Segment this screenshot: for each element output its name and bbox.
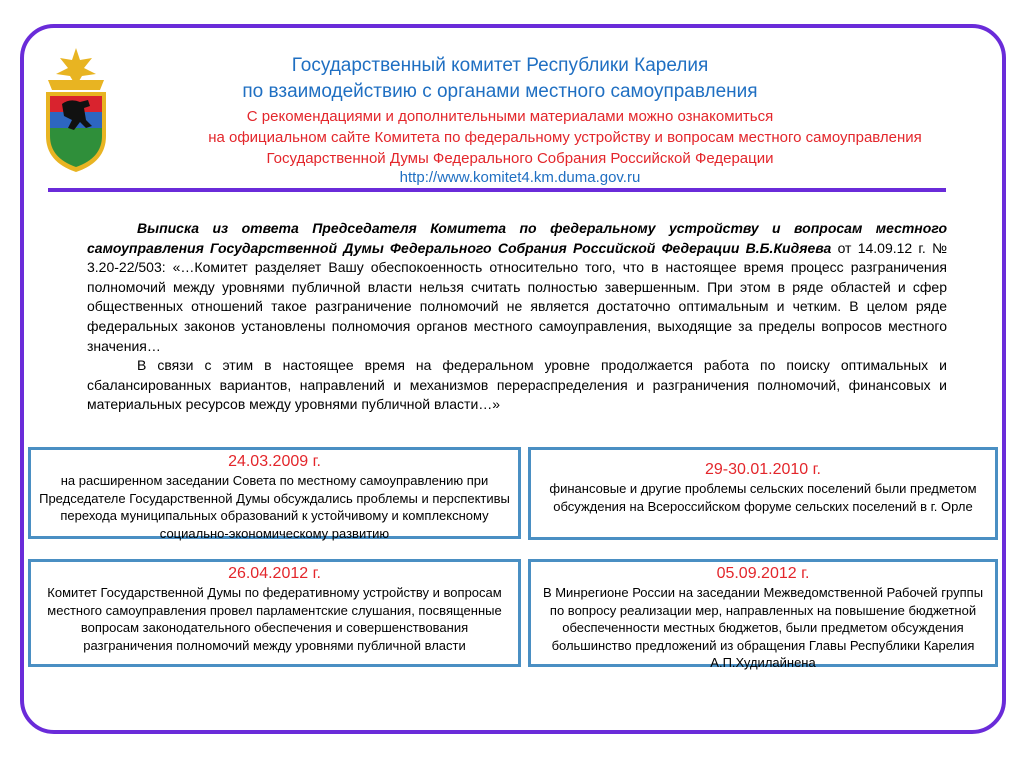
quote-paragraph-2: В связи с этим в настоящее время на федеральном уровне продолжается работа по поиску оптимальных и сбалансированных вариантов, направлений и механизмов перераспределения и разграничения полномочий, финансовых и материальных ресурсов между уровнями публичной власти…»	[87, 357, 947, 413]
recommend-line-2: на официальном сайте Комитета по федеральному устройству и вопросам местного самоуправления	[208, 129, 922, 146]
committee-subtitle: по взаимодействию с органами местного самоуправления	[242, 81, 758, 102]
recommend-line-3: Государственной Думы Федерального Собрания Российской Федерации	[266, 150, 774, 167]
event-date: 05.09.2012 г.	[716, 565, 810, 582]
event-date: 26.04.2012 г.	[228, 565, 321, 582]
event-description: В Минрегионе России на заседании Межведомственной Рабочей группы по вопросу реализации мер, направленных на повышение бюджетной обеспеченности местных бюджетов, были предметом обсуждения большинство предложений из обращения Главы Республики Карелия А.П.Худилайнена	[542, 585, 984, 670]
recommend-line-1: С рекомендациями и дополнительными материалами можно ознакомиться	[246, 108, 774, 125]
quote-paragraph-1-text: от 14.09.12 г. № 3.20-22/503: «…Комитет разделяет Вашу обеспокоенность относительно того, что в настоящее время процесс разграничения полномочий между уровнями публичной власти нельзя считать полностью завершенным. При этом в ряде областей и сфер общественных отношений такое разграничение полномочий не является достаточно оптимальным и четким. В целом ряде федеральных законов установлены полномочия органов местного самоуправления, выходящие за пределы вопросов местного значения…	[87, 239, 947, 354]
website-link[interactable]: http://www.komitet4.km.duma.gov.ru	[399, 169, 641, 186]
event-card	[528, 447, 998, 540]
event-description: финансовые и другие проблемы сельских поселений были предметом обсуждения на Всероссийском форуме сельских поселений в г. Орле	[549, 481, 977, 514]
event-description: Комитет Государственной Думы по федеративному устройству и вопросам местного самоуправления провел парламентские слушания, посвященные вопросам законодательного обеспечения и совершенствования разграничения полномочий между уровнями публичной власти	[47, 585, 502, 653]
event-date: 29-30.01.2010 г.	[705, 461, 821, 478]
committee-title: Государственный комитет Республики Карелия	[291, 55, 709, 76]
event-card	[28, 559, 521, 667]
quote-paragraph-1	[87, 219, 947, 356]
event-description: на расширенном заседании Совета по местному самоуправлению при Председателе Государственной Думы обсуждались проблемы и перспективы перехода муниципальных образований к устойчивому и комплексному социально-экономическому развитию	[39, 473, 510, 541]
karelia-coat-of-arms-icon	[40, 46, 112, 174]
quote-heading: Выписка из ответа Председателя Комитета по федеральному устройству и вопросам местного самоуправления Государственной Думы Федерального Собрания Российской Федерации В.Б.Кидяева	[87, 220, 947, 256]
event-card	[28, 447, 521, 539]
header-divider	[48, 188, 946, 192]
event-date: 24.03.2009 г.	[228, 453, 321, 470]
quote-block	[87, 219, 947, 415]
event-card	[528, 559, 998, 670]
